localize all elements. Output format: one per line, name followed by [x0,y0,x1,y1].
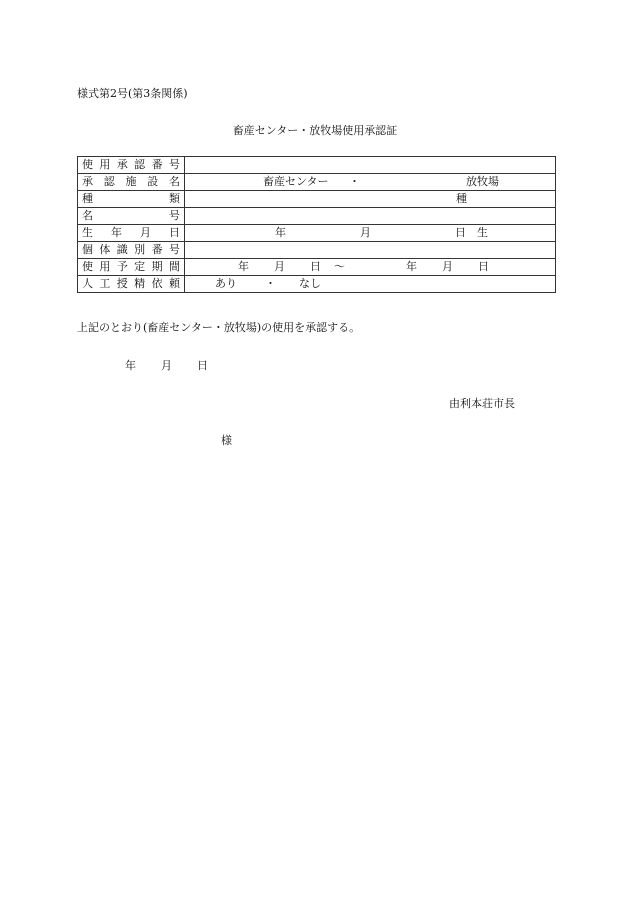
label-char: 頼 [168,277,180,290]
label-approval-number-text [82,157,180,173]
row-facility-name [78,174,556,191]
label-char: 名 [82,209,93,222]
label-animal-name [78,208,185,225]
value-approval-number[interactable] [185,157,556,174]
label-planned-period-text [82,259,180,275]
period-end-year-unit: 年 [406,260,417,273]
row-individual-id [78,242,556,259]
approval-statement: 上記のとおり(畜産センター・放牧場)の使用を承認する。 [77,321,361,334]
row-breed [78,191,556,208]
birth-month-unit: 月 [360,226,371,239]
label-planned-period [78,259,185,276]
value-animal-name[interactable] [185,208,556,225]
label-birth-date [78,225,185,242]
label-char: 名 [169,175,180,188]
form-number: 様式第2号(第3条関係) [77,87,188,100]
date-day-unit: 日 [197,359,208,372]
label-char: 認 [134,158,146,171]
label-char: 使 [82,260,93,273]
label-char: 設 [147,175,159,188]
facility-separator: ・ [349,175,360,188]
period-end-day-unit: 日 [478,260,489,273]
label-char: 施 [125,175,137,188]
label-char: 人 [82,277,93,290]
document-title: 畜産センター・放牧場使用承認証 [232,124,398,137]
label-char: 予 [116,260,128,273]
ai-yes-option[interactable]: あり [215,277,237,290]
label-facility-name [78,174,185,191]
date-month-unit: 月 [161,359,172,372]
label-animal-name-text [82,208,180,224]
label-char: 類 [169,192,180,205]
label-breed [78,191,185,208]
label-char: 承 [116,158,128,171]
label-char: 認 [103,175,115,188]
label-char: 工 [99,277,111,290]
value-individual-id[interactable] [185,242,556,259]
label-char: 号 [169,209,180,222]
label-char: 授 [116,277,128,290]
label-char: 日 [169,226,180,239]
label-char: 生 [82,226,93,239]
label-char: 年 [111,226,122,239]
row-approval-number [78,157,556,174]
value-birth-date[interactable] [185,225,556,242]
label-char: 号 [168,158,180,171]
label-ai-request-text [82,276,180,292]
birth-day-unit: 日 生 [455,226,488,239]
period-start-month-unit: 月 [274,260,285,273]
row-animal-name [78,208,556,225]
label-char: 個 [82,243,93,256]
label-char: 依 [151,277,163,290]
value-planned-period[interactable] [185,259,556,276]
period-start-year-unit: 年 [238,260,249,273]
label-char: 用 [99,158,111,171]
label-char: 期 [151,260,163,273]
label-char: 精 [134,277,146,290]
label-ai-request [78,276,185,293]
value-facility-name[interactable] [185,174,556,191]
period-end-month-unit: 月 [442,260,453,273]
label-facility-name-text [82,174,180,190]
label-char: 別 [134,243,146,256]
label-birth-date-text [82,225,180,241]
label-char: 用 [99,260,111,273]
breed-suffix: 種 [456,192,467,205]
label-approval-number [78,157,185,174]
label-char: 月 [140,226,151,239]
row-birth-date [78,225,556,242]
row-ai-request [78,276,556,293]
label-char: 種 [82,192,93,205]
label-char: 間 [168,260,180,273]
label-char: 承 [82,175,93,188]
period-tilde: 〜 [334,260,345,273]
approval-form-table [77,156,556,293]
mayor-signature: 由利本荘市長 [449,397,515,410]
facility-pasture-option[interactable]: 放牧場 [466,175,499,188]
label-breed-text [82,191,180,207]
label-char: 識 [116,243,128,256]
label-char: 番 [151,158,163,171]
label-individual-id [78,242,185,259]
label-char: 使 [82,158,93,171]
label-char: 番 [151,243,163,256]
label-char: 体 [99,243,111,256]
label-char: 定 [134,260,146,273]
facility-center-option[interactable]: 畜産センター [263,175,329,188]
row-planned-period [78,259,556,276]
value-breed[interactable] [185,191,556,208]
label-char: 号 [168,243,180,256]
period-start-day-unit: 日 [310,260,321,273]
label-individual-id-text [82,242,180,258]
date-year-unit: 年 [125,359,136,372]
ai-no-option[interactable]: なし [299,277,321,290]
birth-year-unit: 年 [275,226,286,239]
ai-separator: ・ [265,277,276,290]
value-ai-request[interactable] [185,276,556,293]
recipient-honorific: 様 [221,434,232,447]
